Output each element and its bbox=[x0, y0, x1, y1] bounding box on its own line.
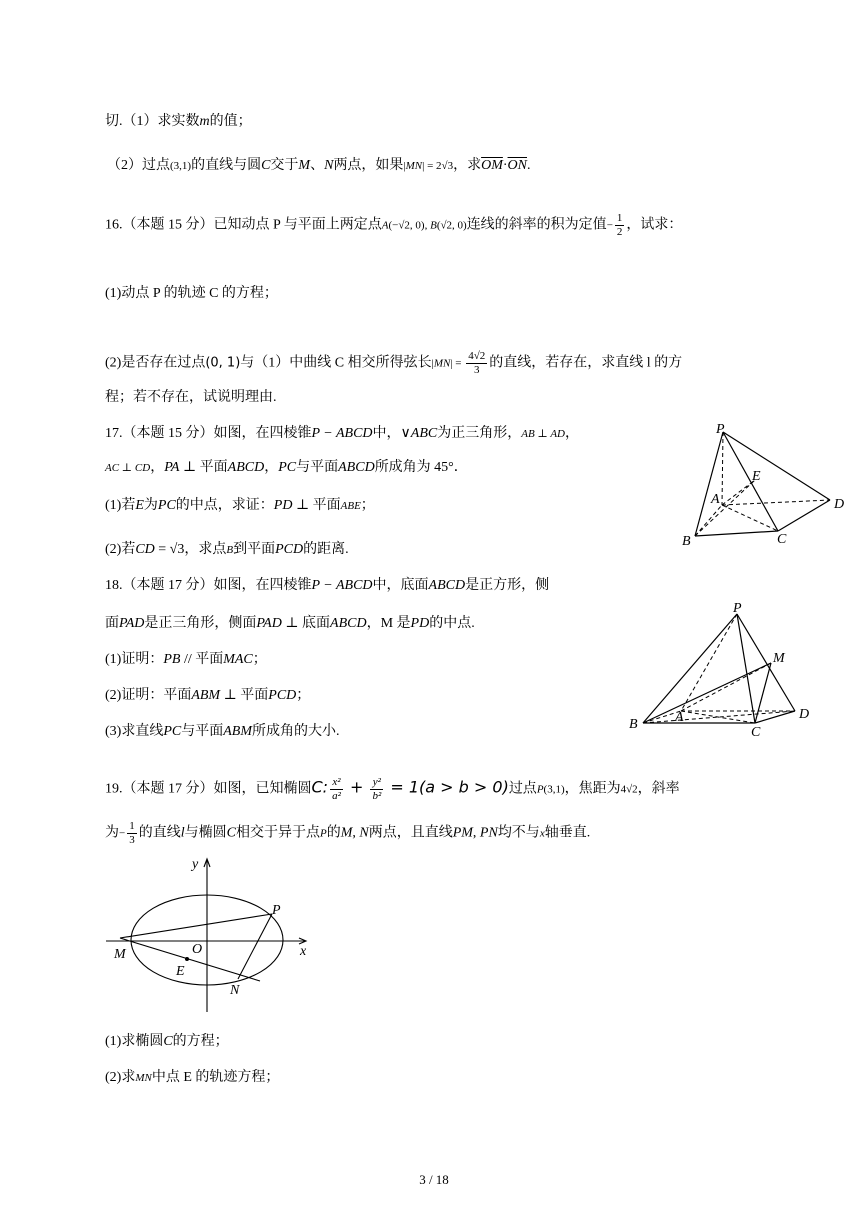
q17-label-p: P bbox=[716, 422, 725, 437]
q19-line2: 为− $\frac{1}{3}$ 的直线l与椭圆C相交于异于点P的M, N两点，且直线PM, PN均不与x轴垂直. bbox=[105, 820, 591, 846]
q18-part3: (3)求直线PC与平面ABM所成角的大小. bbox=[105, 724, 340, 739]
q19-label-e: E bbox=[176, 964, 185, 979]
q17-label-e: E bbox=[752, 469, 761, 484]
q19-label-x: x bbox=[300, 944, 307, 959]
q19-point-e bbox=[185, 957, 189, 961]
q15-line1: 切.（1）求实数m的值； bbox=[105, 114, 252, 129]
q19-ellipse-figure bbox=[100, 852, 325, 1017]
q18-label-b: B bbox=[629, 717, 638, 732]
q17-label-a: A bbox=[711, 492, 720, 507]
q19-label-o: O bbox=[192, 942, 203, 957]
page-number: 3 / 18 bbox=[419, 1172, 449, 1187]
q16-line1: 16.（本题 15 分）已知动点 P 与平面上两定点A(−√2, 0), B(√2, 0)连线的斜率的积为定值− $\frac{1}{2}$ ，试求： bbox=[105, 212, 683, 238]
q19-label-y: y bbox=[192, 857, 199, 872]
q18-label-c: C bbox=[751, 725, 761, 740]
q19-part1: (1)求椭圆C的方程； bbox=[105, 1034, 229, 1049]
q17-part2: (2)若CD = √3，求点B到平面PCD的距离. bbox=[105, 542, 349, 557]
q19-line1: 19.（本题 17 分）如图，已知椭圆C: $\frac{\text{x²}}{\text{a²}}$ + $\frac{\text{y²}}{\text{b²}}$ = 1(a > b > 0)过点P(3,1)，焦距为4√2，斜率 bbox=[105, 776, 680, 802]
q16-part1: (1)动点 P 的轨迹 C 的方程； bbox=[105, 286, 278, 301]
q17-label-c: C bbox=[777, 532, 787, 547]
q17-line2: AC ⊥ CD，PA ⊥ 平面ABCD，PC与平面ABCD所成角为 45°． bbox=[105, 460, 468, 475]
q19-label-m: M bbox=[114, 947, 126, 962]
q18-label-d: D bbox=[799, 707, 810, 722]
q18-line2: 面PAD是正三角形，侧面PAD ⊥ 底面ABCD，M 是PD的中点. bbox=[105, 616, 475, 631]
q17-label-d: D bbox=[834, 497, 845, 512]
q18-label-m: M bbox=[773, 651, 785, 666]
q18-pyramid-figure bbox=[625, 598, 820, 740]
q17-line1: 17.（本题 15 分）如图，在四棱锥P − ABCD中，∨ABC为正三角形，AB ⊥ AD， bbox=[105, 426, 579, 441]
q18-part2: (2)证明：平面ABM ⊥ 平面PCD； bbox=[105, 688, 311, 703]
q18-label-p: P bbox=[733, 601, 742, 616]
q16-part2: (2)是否存在过点(0, 1)与（1）中曲线 C 相交所得弦长|MN| = $\frac{4√2}{3}$ 的直线，若存在，求直线 l 的方 bbox=[105, 350, 683, 376]
q15-line2: （2）过点(3,1)的直线与圆C交于M、N两点，如果|MN| = 2√3，求$\overline{OM}\cdot\overline{ON}$. bbox=[107, 158, 531, 173]
q19-label-p: P bbox=[272, 903, 281, 918]
q17-label-b: B bbox=[682, 534, 691, 549]
q17-pyramid-figure bbox=[670, 418, 855, 553]
q18-label-a: A bbox=[675, 710, 684, 725]
q19-label-n: N bbox=[230, 983, 240, 998]
q18-line1: 18.（本题 17 分）如图，在四棱锥P − ABCD中，底面ABCD是正方形，侧 bbox=[105, 578, 550, 593]
q19-part2: (2)求MN中点 E 的轨迹方程； bbox=[105, 1070, 280, 1085]
q18-part1: (1)证明：PB // 平面MAC； bbox=[105, 652, 267, 667]
q17-part1: (1)若E为PC的中点，求证：PD ⊥ 平面ABE； bbox=[105, 498, 375, 513]
q16-part2b: 程；若不存在，试说明理由. bbox=[105, 390, 277, 405]
